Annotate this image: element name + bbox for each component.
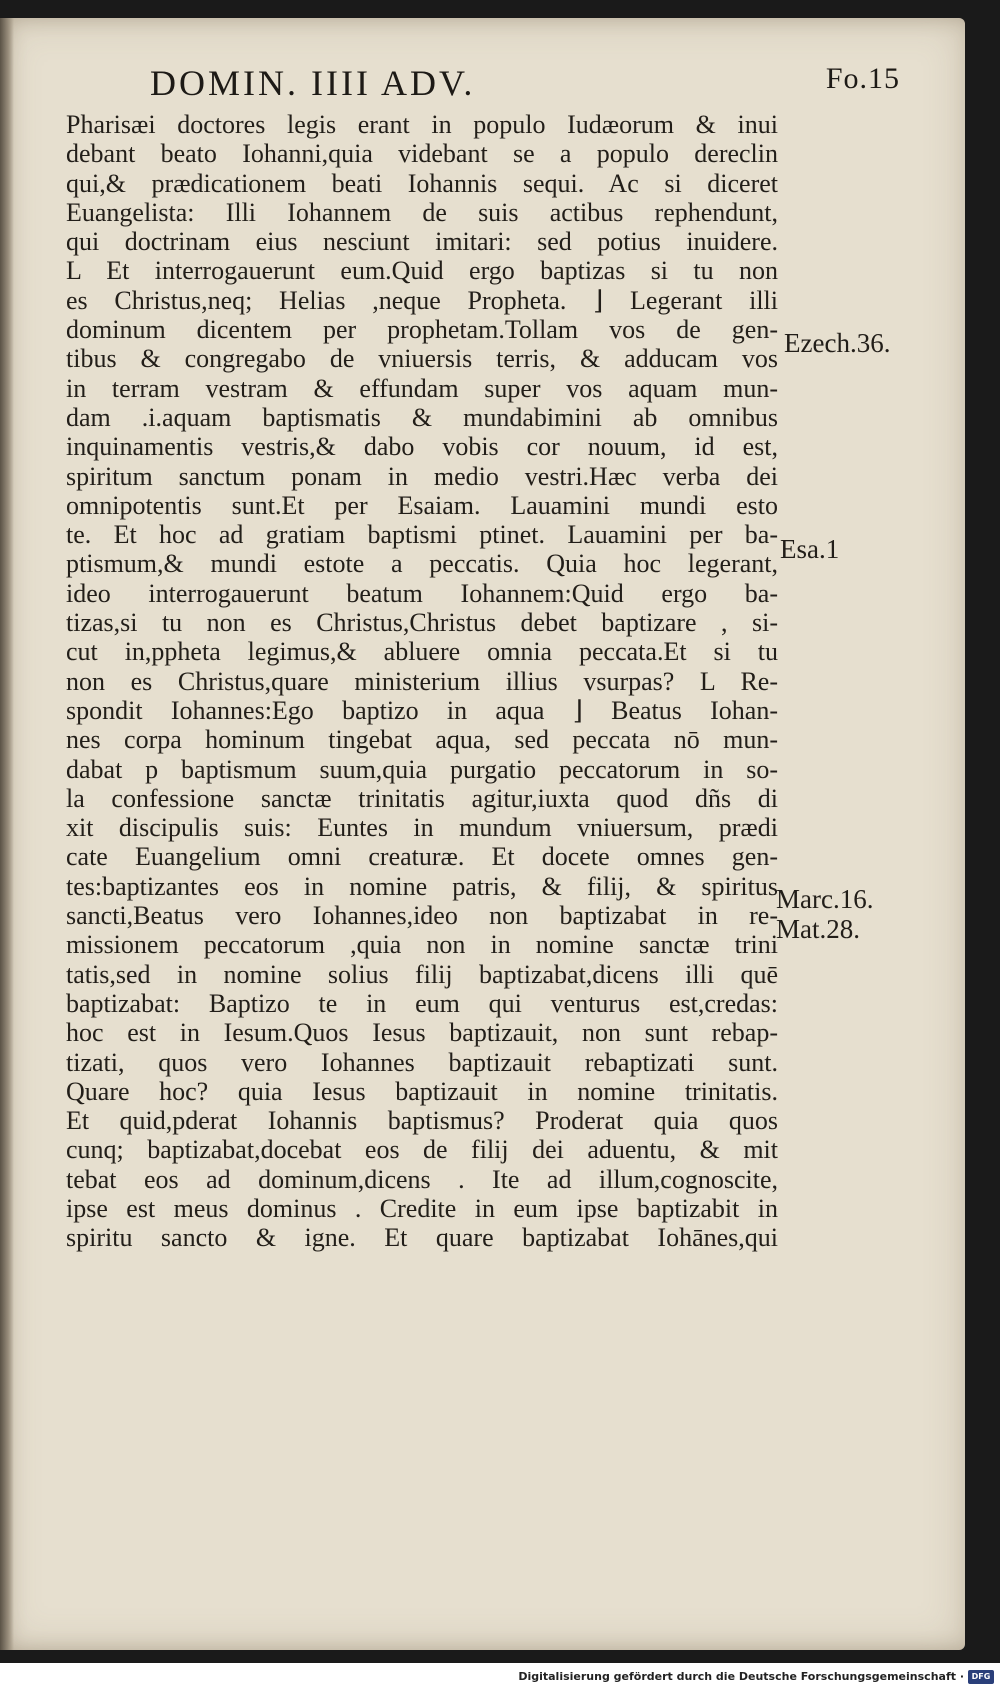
text-line: missionem peccatorum ,quia non in nomine sanctæ trini [66,930,778,960]
text-line: cut in,ppheta legimus,& abluere omnia peccata.Et si tu [66,637,778,667]
text-line: te. Et hoc ad gratiam baptismi ptinet. Lauamini per ba- [66,520,778,550]
text-line: spondit Iohannes:Ego baptizo in aqua ⌋ Beatus Iohan- [66,695,778,725]
text-line: dabat p baptismum suum,quia purgatio peccatorum in so- [66,754,778,784]
text-line: tebat eos ad dominum,dicens . Ite ad illum,cognoscite, [66,1164,778,1194]
text-line: tizas,si tu non es Christus,Christus debet baptizare , si- [66,608,778,638]
text-line: ipse est meus dominus . Credite in eum ipse baptizabit in [66,1193,778,1223]
folio-number: Fo.15 [825,62,900,95]
text-line: spiritum sanctum ponam in medio vestri.Hæc verba dei [66,461,778,491]
margin-note-ezech: Ezech.36. [784,328,891,358]
text-line: Pharisæi doctores legis erant in populo Iudæorum & inui [66,110,778,139]
text-line: sancti,Beatus vero Iohannes,ideo non baptizabat in re- [66,901,778,931]
margin-note-marc: Marc.16. [776,884,874,914]
text-line: Et quid,pderat Iohannis baptismus? Proderat quia quos [66,1106,778,1136]
dfg-logo: DFG [968,1670,994,1684]
text-line: debant beato Iohanni,quia videbant se a populo dereclin [66,139,778,169]
text-line: Euangelista: Illi Iohannem de suis actibus rephendunt, [66,197,778,227]
text-line: la confessione sanctæ trinitatis agitur,iuxta quod dñs di [66,783,778,813]
text-line: cunq; baptizabat,docebat eos de filij dei aduentu, & mit [66,1135,778,1165]
text-line: tibus & congregabo de vniuersis terris, & adducam vos [66,344,778,374]
text-line: tizati, quos vero Iohannes baptizauit rebaptizati sunt. [66,1047,778,1077]
text-line: cate Euangelium omni creaturæ. Et docete omnes gen- [66,842,778,872]
text-line: dam .i.aquam baptismatis & mundabimini ab omnibus [66,402,778,432]
running-header [150,62,900,108]
text-line: xit discipulis suis: Euntes in mundum vniuersum, prædi [66,813,778,843]
text-line: baptizabat: Baptizo te in eum qui venturus est,credas: [66,988,778,1018]
body-text [66,110,778,1253]
text-line: dominum dicentem per prophetam.Tollam vos de gen- [66,315,778,345]
text-line: omnipotentis sunt.Et per Esaiam. Lauamini mundi esto [66,490,778,520]
text-line: qui doctrinam eius nesciunt imitari: sed potius inuidere. [66,227,778,257]
margin-note-esa: Esa.1 [780,534,840,564]
text-line: hoc est in Iesum.Quos Iesus baptizauit, non sunt rebap- [66,1018,778,1048]
margin-note-mat: Mat.28. [776,914,860,944]
text-line: ideo interrogauerunt beatum Iohannem:Quid ergo ba- [66,578,778,608]
text-line: ptismum,& mundi estote a peccatis. Quia hoc legerant, [66,549,778,579]
text-line: tatis,sed in nomine solius filij baptizabat,dicens illi quē [66,959,778,989]
running-title: DOMIN. IIII ADV. [150,63,476,103]
text-line: Quare hoc? quia Iesus baptizauit in nomine trinitatis. [66,1076,778,1106]
text-line: L Et interrogauerunt eum.Quid ergo baptizas si tu non [66,256,778,286]
text-line: tes:baptizantes eos in nomine patris, & filij, & spiritus [66,871,778,901]
funding-credit: Digitalisierung gefördert durch die Deutsche Forschungsgemeinschaft · [518,1670,964,1683]
text-line: qui,& prædicationem beati Iohannis sequi. Ac si diceret [66,168,778,198]
text-line: in terram vestram & effundam super vos aquam mun- [66,373,778,403]
text-line: spiritu sancto & igne. Et quare baptizabat Iohānes,qui [66,1223,778,1253]
text-line: inquinamentis vestris,& dabo vobis cor nouum, id est, [66,432,778,462]
footer-bar [0,1663,1000,1693]
page-gutter-shadow [0,18,14,1650]
text-line: non es Christus,quare ministerium illius vsurpas? L Re- [66,666,778,696]
text-line: es Christus,neq; Helias ,neque Propheta. ⌋ Legerant illi [66,285,778,315]
text-line: nes corpa hominum tingebat aqua, sed peccata nō mun- [66,725,778,755]
